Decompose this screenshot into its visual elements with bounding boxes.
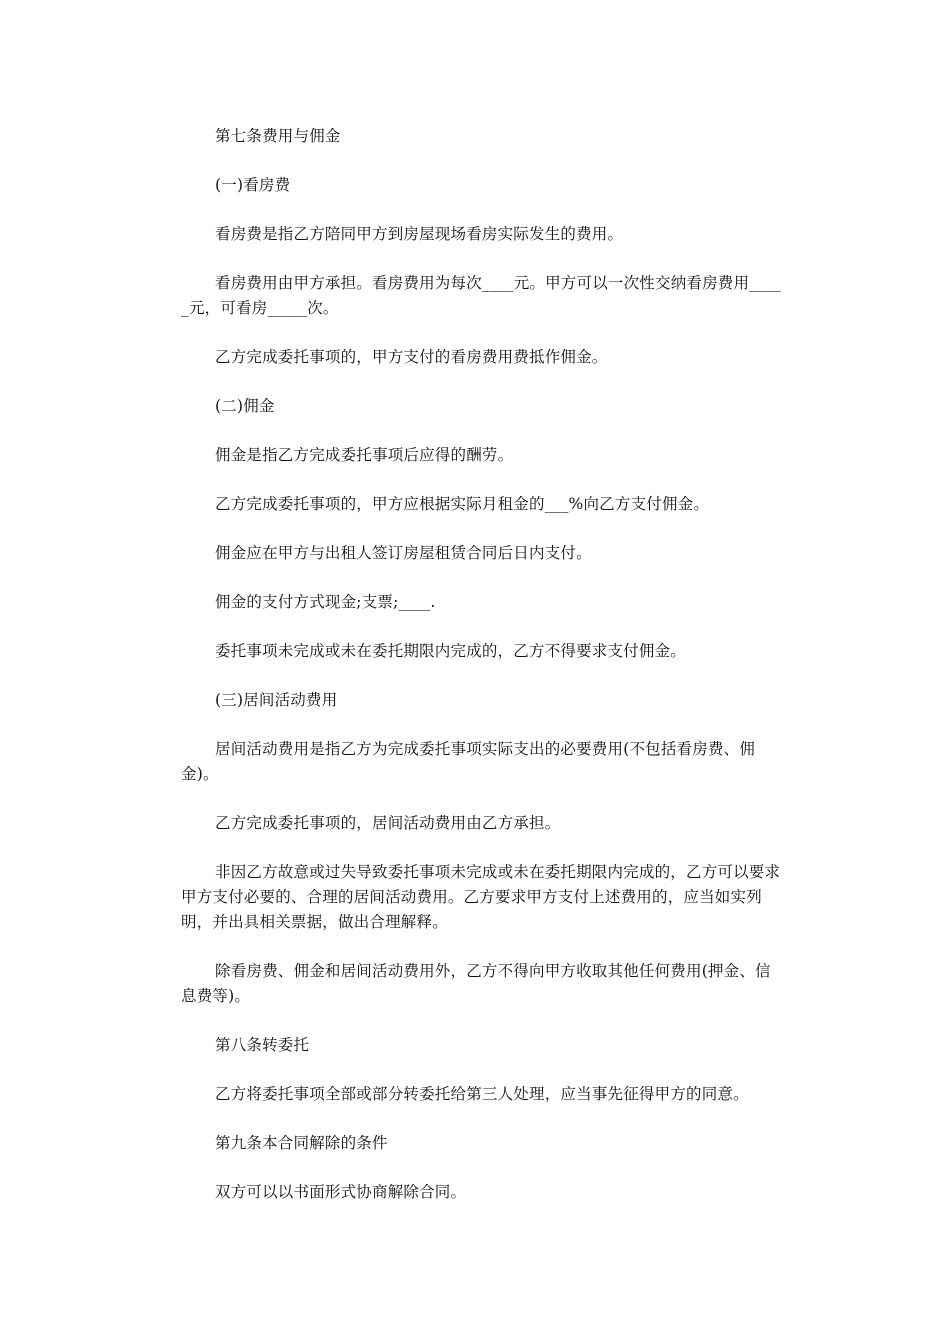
paragraph-termination-agreement: 双方可以以书面形式协商解除合同。: [215, 1183, 467, 1201]
paragraph-brokerage-reimbursement: 非因乙方故意或过失导致委托事项未完成或未在委托期限内完成的，乙方可以要求甲方支付必要的、合理的居间活动费用。乙方要求甲方支付上述费用的，应当如实列明，并出具相关票据，做出合理解释。: [181, 863, 781, 931]
paragraph-viewing-fee-payment: 看房费用由甲方承担。看房费用为每次____元。甲方可以一次性交纳看房费用_____元，可看房_____次。: [181, 274, 782, 317]
paragraph-commission-definition: 佣金是指乙方完成委托事项后应得的酬劳。: [215, 446, 514, 464]
section-heading-article-9: 第九条本合同解除的条件: [215, 1134, 388, 1152]
section-heading-article-7: 第七条费用与佣金: [215, 127, 341, 145]
paragraph-commission-condition: 委托事项未完成或未在委托期限内完成的，乙方不得要求支付佣金。: [215, 642, 687, 660]
paragraph-other-fees: 除看房费、佣金和居间活动费用外，乙方不得向甲方收取其他任何费用(押金、信息费等)。: [181, 962, 771, 1005]
paragraph-brokerage-bearer: 乙方完成委托事项的，居间活动费用由乙方承担。: [215, 814, 561, 832]
paragraph-viewing-fee-definition: 看房费是指乙方陪同甲方到房屋现场看房实际发生的费用。: [215, 225, 624, 243]
subheading-viewing-fee: (一)看房费: [215, 176, 291, 194]
paragraph-brokerage-definition: 居间活动费用是指乙方为完成委托事项实际支出的必要费用(不包括看房费、佣金)。: [181, 740, 756, 783]
paragraph-subdelegation: 乙方将委托事项全部或部分转委托给第三人处理，应当事先征得甲方的同意。: [215, 1085, 749, 1103]
document-page: [181, 124, 781, 1229]
section-heading-article-8: 第八条转委托: [215, 1036, 310, 1054]
paragraph-viewing-fee-offset: 乙方完成委托事项的，甲方支付的看房费用费抵作佣金。: [215, 348, 608, 366]
paragraph-commission-rate: 乙方完成委托事项的，甲方应根据实际月租金的___%向乙方支付佣金。: [215, 495, 710, 513]
paragraph-commission-method: 佣金的支付方式现金;支票;____.: [215, 593, 436, 611]
subheading-brokerage-expenses: (三)居间活动费用: [215, 691, 338, 709]
subheading-commission: (二)佣金: [215, 397, 275, 415]
paragraph-commission-timing: 佣金应在甲方与出租人签订房屋租赁合同后日内支付。: [215, 544, 592, 562]
